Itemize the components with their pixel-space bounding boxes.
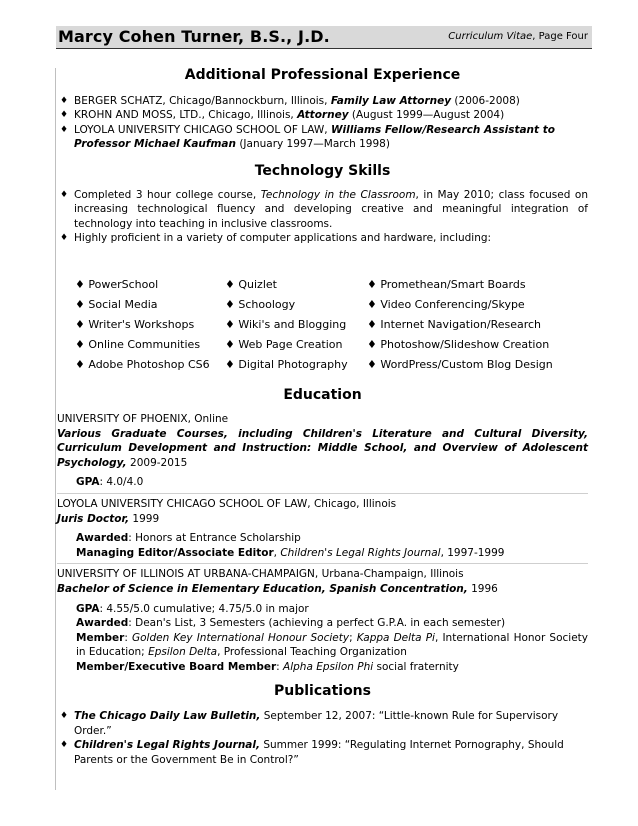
degree-line <box>57 427 588 471</box>
gpa-line <box>57 602 588 617</box>
member-separator: ; <box>349 631 357 644</box>
bullet-diamond-icon: ♦ <box>60 189 69 200</box>
publication-source: The Chicago Daily Law Bulletin, <box>74 710 261 723</box>
experience-dates: (August 1999—August 2004) <box>348 109 505 122</box>
member-line <box>57 631 588 660</box>
skill-item: ♦ Writer's Workshops <box>75 317 195 331</box>
education-loyola <box>57 497 588 560</box>
skill-item: ♦ Adobe Photoshop CS6 <box>75 357 210 371</box>
section-title-experience: Additional Professional Experience <box>184 67 461 83</box>
bullet-diamond-icon: ♦ <box>60 740 69 751</box>
education-phoenix <box>57 412 588 490</box>
publication-text: Summer 1999: “Regulating Internet Pornography, Should Parents or the Government Be in Control?” <box>74 739 564 766</box>
technology-course-name: Technology in the Classroom <box>260 188 416 201</box>
degree-years: 2009-2015 <box>126 456 188 469</box>
skill-item: ♦ Video Conferencing/Skype <box>367 297 525 311</box>
page-number: , Page Four <box>532 31 588 42</box>
bullet-diamond-icon: ♦ <box>60 110 69 121</box>
skill-item: ♦ Promethean/Smart Boards <box>367 277 526 291</box>
section-title-publications: Publications <box>273 682 371 699</box>
experience-list <box>57 94 588 152</box>
gpa-line <box>57 475 588 490</box>
experience-org: BERGER SCHATZ, Chicago/Bannockburn, Illinois, <box>74 94 331 107</box>
skill-item: ♦ PowerSchool <box>75 277 159 291</box>
skill-item: ♦ Schoology <box>225 297 296 311</box>
degree-years: 1996 <box>467 582 498 595</box>
gpa-label: GPA <box>76 476 100 489</box>
bullet-diamond-icon: ♦ <box>60 95 69 106</box>
degree-title: Various Graduate Courses, including Children's Literature and Cultural Diversity, Curriculum Development and Instruction: Middle School, and Overview of Adolescent Psychology, <box>57 427 588 469</box>
degree-title: Bachelor of Science in Elementary Education, Spanish Concentration, <box>57 582 468 595</box>
technology-course-item <box>57 188 588 232</box>
page-label <box>448 31 588 42</box>
divider <box>57 563 588 564</box>
bullet-diamond-icon: ♦ <box>60 233 69 244</box>
editor-years: , 1997-1999 <box>440 546 505 559</box>
skill-item: ♦ WordPress/Custom Blog Design <box>367 357 553 371</box>
experience-item <box>57 94 588 109</box>
publication-item <box>57 709 588 738</box>
skill-item: ♦ Digital Photography <box>225 357 348 371</box>
member-colon: : <box>124 631 132 644</box>
section-title-education: Education <box>283 387 362 404</box>
degree-line <box>57 582 588 597</box>
experience-dates: (2006-2008) <box>451 94 520 107</box>
experience-dates: (January 1997—March 1998) <box>235 138 390 151</box>
member-org: Golden Key International Honour Society <box>132 631 350 644</box>
author-name: Marcy Cohen Turner, B.S., J.D. <box>58 27 330 46</box>
school-name: UNIVERSITY OF PHOENIX, Online <box>57 413 229 426</box>
editor-journal: Children's Legal Rights Journal <box>280 546 441 559</box>
margin-rule <box>55 68 56 790</box>
experience-item <box>57 108 588 123</box>
bullet-diamond-icon: ♦ <box>60 124 69 135</box>
board-colon: : <box>276 660 284 673</box>
skill-item: ♦ Online Communities <box>75 337 201 351</box>
technology-course-desc: , in May 2010; class focused on increasing technological fluency and developing creative and meaningful integration of technology into teaching in inclusive classrooms. <box>74 188 588 230</box>
gpa-value: : 4.55/5.0 cumulative; 4.75/5.0 in major <box>99 602 309 615</box>
board-desc: social fraternity <box>373 660 459 673</box>
section-title-technology: Technology Skills <box>254 162 391 179</box>
bullet-diamond-icon: ♦ <box>60 711 69 722</box>
skill-item: ♦ Social Media <box>75 297 158 311</box>
award-label: Awarded <box>76 532 129 545</box>
technology-proficiency-item <box>57 231 588 246</box>
school-name: UNIVERSITY OF ILLINOIS AT URBANA-CHAMPAIGN, Urbana-Champaign, Illinois <box>57 568 464 581</box>
editor-line: Managing Editor/Associate Editor, Children's Legal Rights Journal, 1997-1999 <box>76 546 505 559</box>
award-label: Awarded <box>76 617 129 630</box>
member-desc: , International Honor Society in Education; <box>76 631 588 659</box>
member-org: Kappa Delta Pi <box>356 631 435 644</box>
board-label: Member/Executive Board Member <box>76 660 277 673</box>
publication-item <box>57 738 588 767</box>
gpa-value: : 4.0/4.0 <box>99 476 144 489</box>
technology-proficiency-text: Highly proficient in a variety of computer applications and hardware, including: <box>74 232 492 245</box>
resume-body <box>57 62 588 768</box>
publication-source: Children's Legal Rights Journal, <box>74 739 260 752</box>
experience-role: Attorney <box>297 109 349 122</box>
skill-item: ♦ Wiki's and Blogging <box>225 317 347 331</box>
award-value: : Honors at Entrance Scholarship <box>128 532 301 545</box>
technology-course-text: Completed 3 hour college course, <box>74 188 261 201</box>
member-desc: , Professional Teaching Organization <box>217 646 407 659</box>
member-label: Member <box>76 631 125 644</box>
degree-title: Juris Doctor, <box>57 512 130 525</box>
skill-item: ♦ Web Page Creation <box>225 337 343 351</box>
member-org: Epsilon Delta <box>148 646 218 659</box>
award-line <box>57 531 588 546</box>
school-name: LOYOLA UNIVERSITY CHICAGO SCHOOL OF LAW, Chicago, Illinois <box>57 498 397 510</box>
experience-org: KROHN AND MOSS, LTD., Chicago, Illinois, <box>74 109 298 122</box>
award-value: : Dean's List, 3 Semesters (achieving a perfect G.P.A. in each semester) <box>128 617 506 630</box>
skill-item: ♦ Photoshow/Slideshow Creation <box>367 337 550 351</box>
doc-type: Curriculum Vitae <box>448 31 533 42</box>
experience-role: Williams Fellow/Research Assistant to Professor Michael Kaufman <box>74 123 555 151</box>
publication-text: September 12, 2007: “Little-known Rule for Supervisory Order.” <box>74 710 559 737</box>
board-line <box>57 660 588 675</box>
degree-years: 1999 <box>129 512 160 525</box>
divider <box>57 493 588 494</box>
editor-label: Managing Editor/Associate Editor <box>76 546 274 559</box>
education-illinois <box>57 567 588 674</box>
skill-item: ♦ Internet Navigation/Research <box>367 317 542 331</box>
experience-role: Family Law Attorney <box>330 94 452 107</box>
experience-org: LOYOLA UNIVERSITY CHICAGO SCHOOL OF LAW, <box>74 123 331 136</box>
gpa-label: GPA <box>76 602 100 615</box>
award-line <box>57 616 588 631</box>
board-org: Alpha Epsilon Phi <box>283 660 374 673</box>
page-header <box>56 26 592 49</box>
degree-line <box>57 512 588 527</box>
skills-grid <box>75 278 588 373</box>
experience-item <box>57 123 588 152</box>
skill-item: ♦ Quizlet <box>225 277 277 291</box>
